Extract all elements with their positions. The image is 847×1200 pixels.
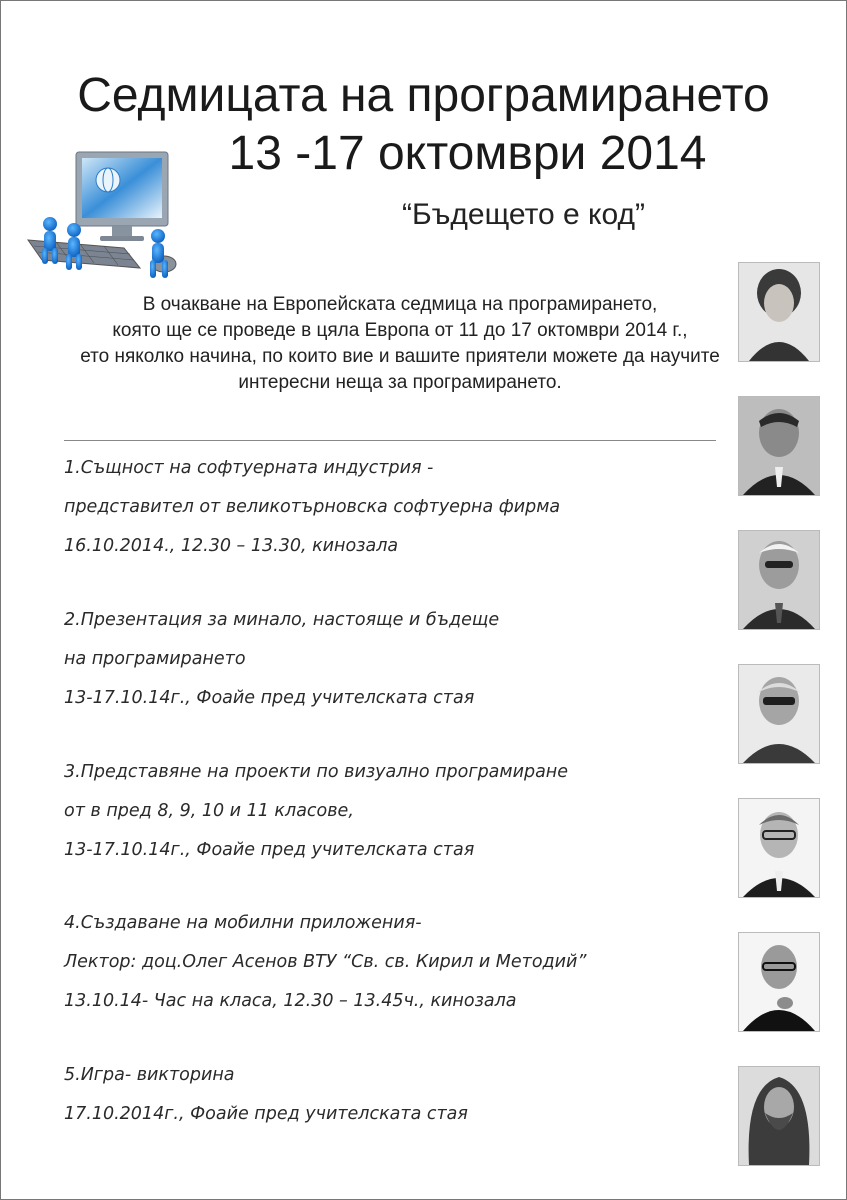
motto: “Бъдещето е код” [401, 198, 646, 231]
event-title: 3.Представяне на проекти по визуално програмиране [64, 762, 569, 782]
event-item [64, 753, 568, 870]
portrait-photo [738, 664, 820, 764]
event-detail: 13-17.10.14г., Фоайе пред учителската стая [64, 688, 475, 708]
intro-line: която ще се проведе в цяла Европа от 11 до 17 октомври 2014 г., [112, 320, 688, 341]
event-item [64, 904, 586, 1021]
event-title: 4.Създаване на мобилни приложения- [64, 913, 422, 933]
intro-line: В очакване на Европейската седмица на програмирането, [142, 294, 658, 315]
event-title: 5.Игра- викторина [64, 1065, 235, 1085]
event-item [64, 449, 560, 566]
event-title: 2.Презентация за минало, настояще и бъдеще [64, 610, 500, 630]
event-title: 1.Същност на софтуерната индустрия - [64, 458, 434, 478]
event-detail: представител от великотърновска софтуерна фирма [64, 497, 561, 517]
portrait-photo [738, 932, 820, 1032]
event-detail: на програмирането [64, 649, 246, 669]
intro-paragraph [40, 292, 760, 396]
event-dates-title: 13 -17 октомври 2014 [228, 127, 707, 180]
event-detail: Лектор: доц.Олег Асенов ВТУ “Св. св. Кирил и Методий” [64, 952, 587, 972]
divider [64, 440, 716, 441]
portrait-photo [738, 262, 820, 362]
event-detail: от в пред 8, 9, 10 и 11 класове, [64, 801, 354, 821]
portrait-photo [738, 396, 820, 496]
event-item [64, 1056, 468, 1134]
portrait-photo [738, 798, 820, 898]
event-detail: 13-17.10.14г., Фоайе пред учителската стая [64, 840, 475, 860]
event-detail: 13.10.14- Час на класа, 12.30 – 13.45ч., кинозала [64, 991, 517, 1011]
page-title: Седмицата на програмирането [77, 69, 770, 122]
intro-line: интересни неща за програмирането. [238, 372, 562, 393]
portrait-photo [738, 530, 820, 630]
portrait-photo [738, 1066, 820, 1166]
event-item [64, 601, 499, 718]
event-detail: 16.10.2014., 12.30 – 13.30, кинозала [64, 536, 399, 556]
intro-line: ето няколко начина, по които вие и вашите приятели можете да научите [80, 346, 720, 367]
event-detail: 17.10.2014г., Фоайе пред учителската стая [64, 1104, 468, 1124]
